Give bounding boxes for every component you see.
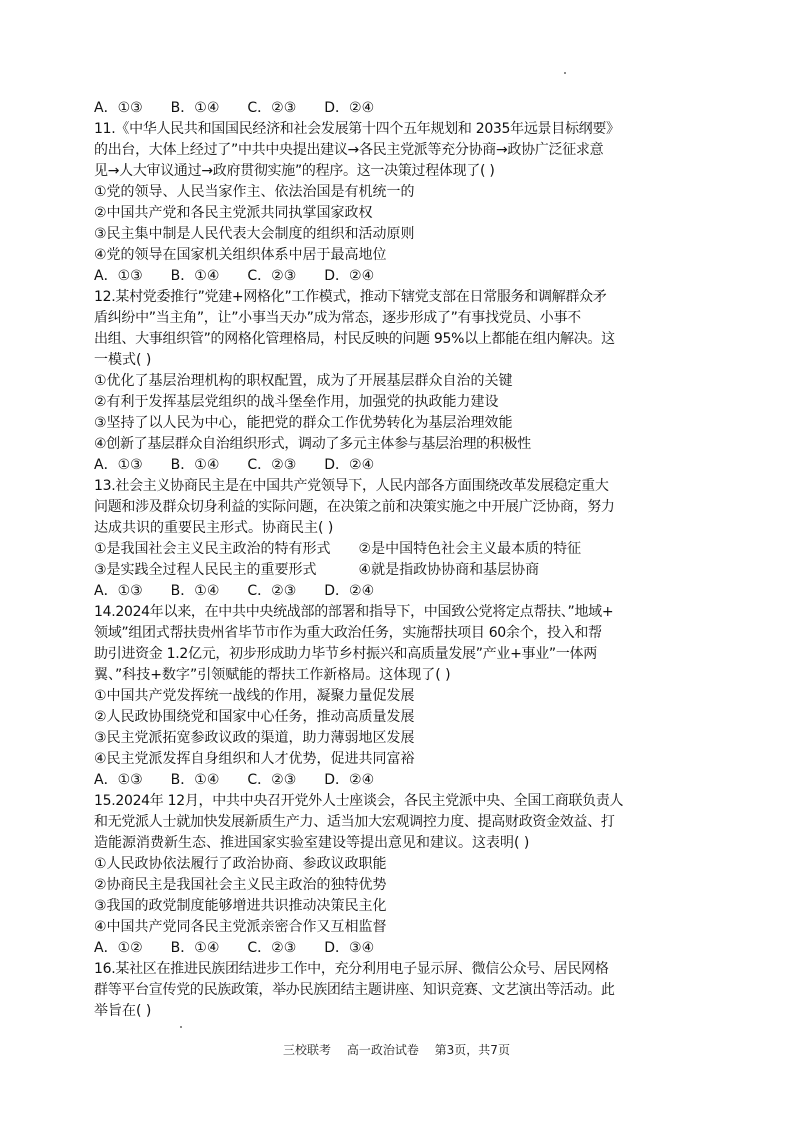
q15-item: ④中国共产党同各民主党派亲密合作又互相监督	[94, 919, 387, 935]
q11-stem-line: 11.《中华人民共和国国民经济和社会发展第十四个五年规划和 2035年远景目标纲要》	[94, 121, 620, 137]
q12-item: ③坚持了以人民为中心，能把党的群众工作优势转化为基层治理效能	[94, 415, 513, 431]
q13-stem-line: 13.社会主义协商民主是在中国共产党领导下，人民内部各方面围绕改革发展稳定重大	[94, 478, 609, 494]
q16-stem-line: 群等平台宣传党的民族政策，举办民族团结主题讲座、知识竞赛、文艺演出等活动。此	[94, 982, 615, 998]
page-footer: 三校联考 高一政治试卷 第3页，共7页	[283, 1043, 510, 1057]
q12-item: ④创新了基层群众自治组织形式，调动了多元主体参与基层治理的积极性	[94, 436, 531, 452]
scan-speck	[564, 72, 566, 74]
q14-item: ①中国共产党发挥统一战线的作用，凝聚力量促发展	[94, 688, 415, 704]
q13-options: A．①③ B．①④ C．②③ D．②④	[94, 583, 375, 599]
q14-stem-line: 助引进资金 1.2亿元，初步形成助力毕节乡村振兴和高质量发展”产业+事业”一体两	[94, 646, 597, 662]
q16-stem-line: 16.某社区在推进民族团结进步工作中，充分利用电子显示屏、微信公众号、居民网格	[94, 961, 609, 977]
scan-speck	[180, 1026, 182, 1028]
q15-item: ①人民政协依法履行了政治协商、参政议政职能	[94, 856, 387, 872]
q15-item: ③我国的政党制度能够增进共识推动决策民主化	[94, 898, 387, 914]
question-14	[94, 602, 706, 791]
q11-stem-line: 见→人大审议通过→政府贯彻实施”的程序。这一决策过程体现了( )	[94, 163, 495, 179]
q14-item: ④民主党派发挥自身组织和人才优势，促进共同富裕	[94, 751, 415, 767]
question-11	[94, 119, 706, 287]
q12-stem-line: 盾纠纷中”当主角”，让”小事当天办”成为常态，逐步形成了”有事找党员、小事不	[94, 310, 581, 326]
q14-stem-line: 领域”组团式帮扶贵州省毕节市作为重大政治任务，实施帮扶项目 60余个，投入和帮	[94, 625, 602, 641]
q12-stem-line: 12.某村党委推行”党建+网格化”工作模式，推动下辖党支部在日常服务和调解群众矛	[94, 289, 607, 305]
question-15	[94, 791, 706, 959]
q15-stem-line: 造能源消费新生态、推进国家实验室建设等提出意见和建议。这表明( )	[94, 835, 530, 851]
q10-options: A．①③ B．①④ C．②③ D．②④	[94, 100, 375, 116]
q14-item: ②人民政协围绕党和国家中心任务，推动高质量发展	[94, 709, 415, 725]
q12-stem-line: 出组、大事组织管”的网格化管理格局，村民反映的问题 95%以上都能在组内解决。这	[94, 331, 615, 347]
q13-items-row: ①是我国社会主义民主政治的特有形式 ②是中国特色社会主义最本质的特征	[94, 541, 582, 557]
q14-options: A．①③ B．①④ C．②③ D．②④	[94, 772, 375, 788]
q13-stem-line: 达成共识的重要民主形式。协商民主( )	[94, 520, 334, 536]
q11-item: ①党的领导、人民当家作主、依法治国是有机统一的	[94, 184, 415, 200]
q11-item: ③民主集中制是人民代表大会制度的组织和活动原则	[94, 226, 415, 242]
q15-options: A．①② B．①④ C．②③ D．③④	[94, 940, 375, 956]
exam-page	[94, 98, 706, 1022]
q13-stem-line: 问题和涉及群众切身利益的实际问题，在决策之前和决策实施之中开展广泛协商，努力	[94, 499, 615, 515]
q14-stem-line: 翼、”科技+数字”引领赋能的帮扶工作新格局。这体现了( )	[94, 667, 451, 683]
q14-stem-line: 14.2024年以来，在中共中央统战部的部署和指导下，中国致公党将定点帮扶、”地域+	[94, 604, 614, 620]
q12-options: A．①③ B．①④ C．②③ D．②④	[94, 457, 375, 473]
q15-item: ②协商民主是我国社会主义民主政治的独特优势	[94, 877, 387, 893]
q12-item: ①优化了基层治理机构的职权配置，成为了开展基层群众自治的关键	[94, 373, 513, 389]
q11-item: ④党的领导在国家机关组织体系中居于最高地位	[94, 247, 387, 263]
question-13	[94, 476, 706, 602]
q15-stem-line: 15.2024年 12月，中共中央召开党外人士座谈会，各民主党派中央、全国工商联负责人	[94, 793, 624, 809]
q15-stem-line: 和无党派人士就加快发展新质生产力、适当加大宏观调控力度、提高财政资金效益、打	[94, 814, 615, 830]
q12-stem-line: 一模式( )	[94, 352, 152, 368]
q11-stem-line: 的出台，大体上经过了”中共中央提出建议→各民主党派等充分协商→政协广泛征求意	[94, 142, 604, 158]
q13-items-row: ③是实践全过程人民民主的重要形式 ④就是指政协协商和基层协商	[94, 562, 540, 578]
q11-options: A．①③ B．①④ C．②③ D．②④	[94, 268, 375, 284]
q14-item: ③民主党派拓宽参政议政的渠道，助力薄弱地区发展	[94, 730, 415, 746]
question-12	[94, 287, 706, 476]
q12-item: ②有利于发挥基层党组织的战斗堡垒作用，加强党的执政能力建设	[94, 394, 499, 410]
question-16	[94, 959, 706, 1022]
q16-stem-line: 举旨在( )	[94, 1003, 152, 1019]
q11-item: ②中国共产党和各民主党派共同执掌国家政权	[94, 205, 373, 221]
